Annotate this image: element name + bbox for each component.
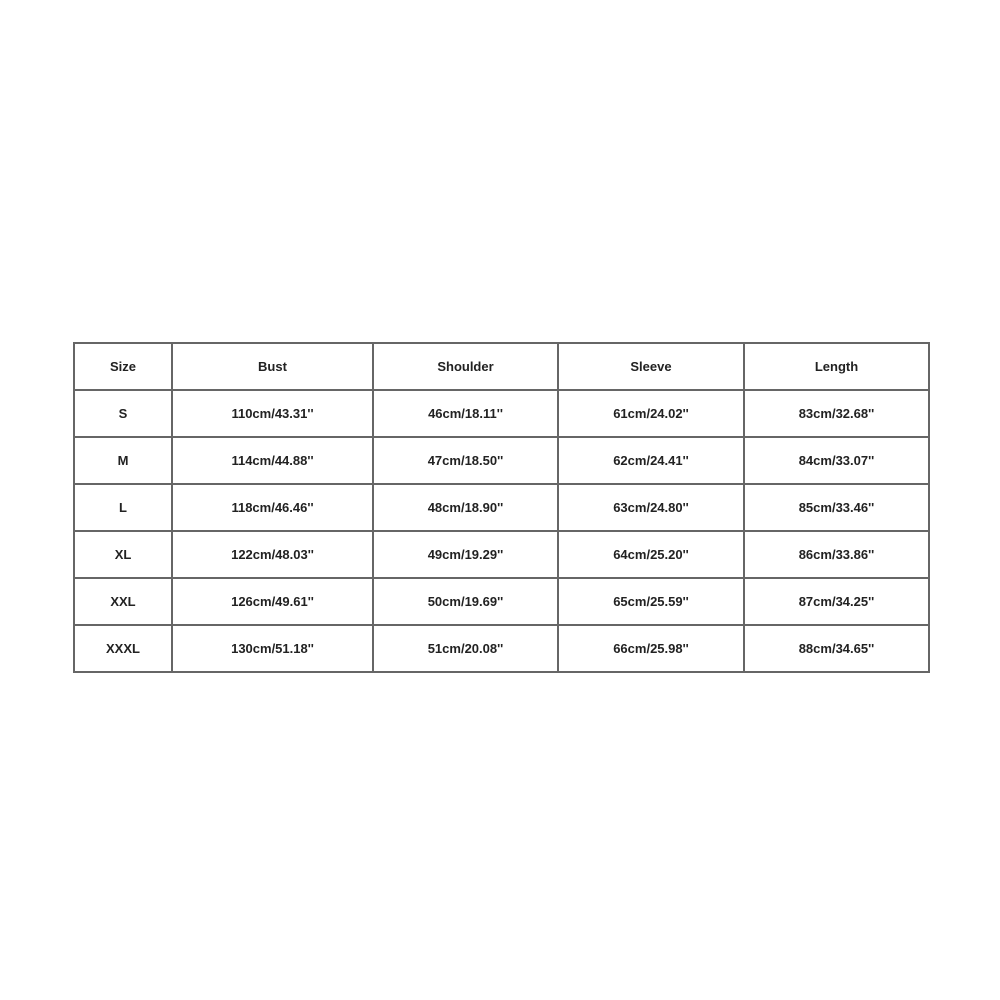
table-row (74, 578, 929, 625)
header-size: Size (74, 343, 172, 390)
cell-length: 86cm/33.86'' (744, 531, 929, 578)
cell-size: XXXL (74, 625, 172, 672)
header-row (74, 343, 929, 390)
header-length: Length (744, 343, 929, 390)
cell-size: XL (74, 531, 172, 578)
cell-length: 84cm/33.07'' (744, 437, 929, 484)
cell-bust: 126cm/49.61'' (172, 578, 373, 625)
cell-shoulder: 49cm/19.29'' (373, 531, 558, 578)
table-row (74, 625, 929, 672)
table-row (74, 390, 929, 437)
cell-bust: 110cm/43.31'' (172, 390, 373, 437)
cell-sleeve: 62cm/24.41'' (558, 437, 744, 484)
cell-length: 83cm/32.68'' (744, 390, 929, 437)
cell-sleeve: 66cm/25.98'' (558, 625, 744, 672)
header-bust: Bust (172, 343, 373, 390)
cell-bust: 122cm/48.03'' (172, 531, 373, 578)
header-shoulder: Shoulder (373, 343, 558, 390)
cell-shoulder: 46cm/18.11'' (373, 390, 558, 437)
table-row (74, 531, 929, 578)
cell-sleeve: 65cm/25.59'' (558, 578, 744, 625)
cell-shoulder: 48cm/18.90'' (373, 484, 558, 531)
cell-sleeve: 64cm/25.20'' (558, 531, 744, 578)
table-row (74, 437, 929, 484)
cell-bust: 118cm/46.46'' (172, 484, 373, 531)
table-row (74, 484, 929, 531)
cell-bust: 130cm/51.18'' (172, 625, 373, 672)
cell-shoulder: 50cm/19.69'' (373, 578, 558, 625)
cell-size: M (74, 437, 172, 484)
cell-bust: 114cm/44.88'' (172, 437, 373, 484)
size-chart-table (73, 342, 930, 673)
cell-size: XXL (74, 578, 172, 625)
cell-length: 85cm/33.46'' (744, 484, 929, 531)
cell-size: S (74, 390, 172, 437)
cell-shoulder: 51cm/20.08'' (373, 625, 558, 672)
cell-shoulder: 47cm/18.50'' (373, 437, 558, 484)
cell-size: L (74, 484, 172, 531)
cell-length: 87cm/34.25'' (744, 578, 929, 625)
header-sleeve: Sleeve (558, 343, 744, 390)
cell-sleeve: 63cm/24.80'' (558, 484, 744, 531)
cell-sleeve: 61cm/24.02'' (558, 390, 744, 437)
cell-length: 88cm/34.65'' (744, 625, 929, 672)
